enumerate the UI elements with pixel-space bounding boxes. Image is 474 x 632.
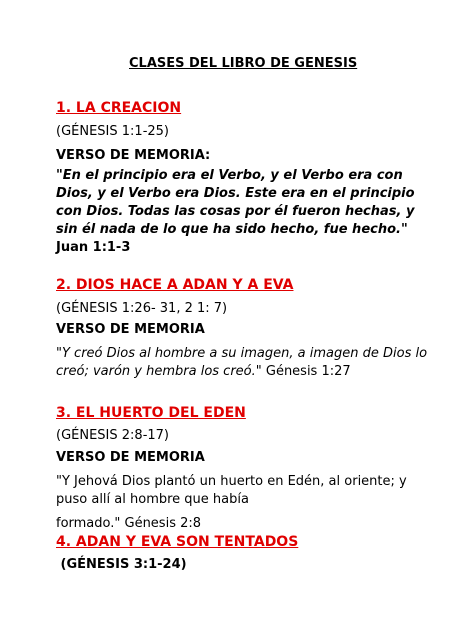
lesson-2-verse (56, 345, 427, 381)
verse-line: Dios, y el Verbo era Dios. Este era en el principio (56, 186, 415, 201)
lesson-3-heading: 3. EL HUERTO DEL EDEN (56, 405, 246, 421)
lesson-1-reference: (GÉNESIS 1:1-25) (56, 124, 169, 139)
verse-line: "Y creó Dios al hombre a su imagen, a imagen de Dios lo (56, 346, 428, 361)
lesson-3-reference: (GÉNESIS 2:8-17) (56, 428, 169, 443)
lesson-3-memory-label: VERSO DE MEMORIA (56, 450, 205, 465)
lesson-1-verse (56, 167, 415, 257)
verse-line: "Y Jehová Dios plantó un huerto en Edén, al oriente; y (56, 474, 407, 489)
verse-citation: Génesis 1:27 (261, 364, 351, 379)
lesson-4-reference: (GÉNESIS 3:1-24) (56, 557, 187, 572)
verse-line: creó; varón y hembra los creó." (56, 364, 262, 379)
lesson-1-heading: 1. LA CREACION (56, 100, 182, 116)
verse-line: con Dios. Todas las cosas por él fueron hechas, y (56, 204, 415, 219)
lesson-2-memory-label: VERSO DE MEMORIA (56, 322, 205, 337)
lesson-2-reference: (GÉNESIS 1:26- 31, 2 1: 7) (56, 301, 228, 316)
verse-citation: Juan 1:1-3 (56, 240, 131, 255)
document-title: CLASES DEL LIBRO DE GENESIS (129, 56, 358, 71)
lesson-2-heading: 2. DIOS HACE A ADAN Y A EVA (56, 277, 294, 293)
verse-line: puso allí al hombre que había (56, 492, 249, 507)
lesson-1-memory-label: VERSO DE MEMORIA: (56, 148, 211, 163)
lesson-3-verse (56, 473, 407, 533)
lesson-4-heading: 4. ADAN Y EVA SON TENTADOS (56, 534, 299, 550)
verse-line: sin él nada de lo que ha sido hecho, fue hecho." (56, 222, 408, 237)
verse-line: formado." Génesis 2:8 (56, 516, 202, 531)
verse-line: "En el principio era el Verbo, y el Verbo era con (56, 168, 403, 183)
